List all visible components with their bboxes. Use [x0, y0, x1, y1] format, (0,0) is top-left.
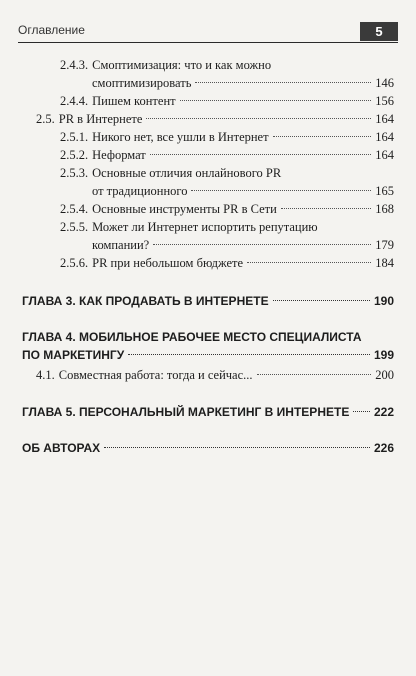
toc-chapter-5[interactable] [22, 403, 394, 421]
header-title: Оглавление [18, 23, 85, 37]
toc-entry-2-5-5[interactable] [60, 218, 394, 254]
toc-entry-title: Никого нет, все ушли в Интернет [92, 130, 269, 144]
toc-chapter-4[interactable] [22, 328, 394, 364]
toc-entry-page: 168 [375, 202, 394, 216]
toc-entry-2-5-1[interactable] [60, 128, 394, 146]
toc-entry-number: 2.5. [36, 112, 55, 126]
page-number-badge: 5 [360, 22, 398, 41]
toc-entry-title: Основные инструменты PR в Сети [92, 202, 277, 216]
toc-entry-number: 2.5.5. [60, 220, 89, 234]
toc-entry-title: PR при небольшом бюджете [92, 256, 244, 270]
toc-entry-page: 146 [375, 76, 394, 90]
chapter-title: ГЛАВА 5. ПЕРСОНАЛЬНЫЙ МАРКЕТИНГ В ИНТЕРНЕТЕ [22, 405, 350, 419]
chapter-page: 199 [373, 348, 394, 362]
dot-leader [257, 374, 372, 375]
dot-leader [180, 100, 372, 101]
chapter-page: 226 [373, 441, 394, 455]
toc-entry-title: PR в Интернете [58, 112, 143, 126]
dot-leader [153, 244, 371, 245]
toc-entry-2-4-4[interactable] [60, 92, 394, 110]
dot-leader [281, 208, 371, 209]
toc-entry-2-5-3[interactable] [60, 164, 394, 200]
dot-leader [150, 154, 371, 155]
toc-entry-number: 2.4.4. [60, 94, 89, 108]
toc-entry-title: Пишем контент [92, 94, 176, 108]
toc-entry-page: 179 [375, 238, 394, 252]
toc-entry-2-5-6[interactable] [60, 254, 394, 272]
running-header [18, 22, 398, 43]
toc-entry-title-continued: смоптимизировать [92, 76, 192, 90]
chapter-title: ГЛАВА 3. КАК ПРОДАВАТЬ В ИНТЕРНЕТЕ [22, 294, 269, 308]
toc-entry-number: 2.5.4. [60, 202, 89, 216]
dot-leader [146, 118, 371, 119]
toc-entry-title: Основные отличия онлайнового PR [92, 166, 282, 180]
chapter-title: ОБ АВТОРАХ [22, 441, 101, 455]
toc-entry-number: 2.5.2. [60, 148, 89, 162]
toc-entry-title: Может ли Интернет испортить репутацию [92, 220, 318, 234]
toc-entry-title: Смоптимизация: что и как можно [92, 58, 272, 72]
toc-entry-number: 2.5.6. [60, 256, 89, 270]
chapter-title-continued: ПО МАРКЕТИНГУ [22, 348, 125, 362]
toc-entry-number: 4.1. [36, 368, 55, 382]
chapter-page: 222 [373, 405, 394, 419]
toc-entry-title: Совместная работа: тогда и сейчас... [58, 368, 253, 382]
dot-leader [191, 190, 371, 191]
chapter-page: 190 [373, 294, 394, 308]
toc-entry-title: Неформат [92, 148, 146, 162]
toc-entry-number: 2.4.3. [60, 58, 89, 72]
toc-entry-2-5-4[interactable] [60, 200, 394, 218]
dot-leader [353, 411, 370, 412]
toc-entry-page: 165 [375, 184, 394, 198]
toc-entry-2-5-2[interactable] [60, 146, 394, 164]
toc-entry-page: 164 [375, 148, 394, 162]
toc-entry-number: 2.5.3. [60, 166, 89, 180]
dot-leader [273, 300, 370, 301]
dot-leader [104, 447, 370, 448]
chapter-title: ГЛАВА 4. МОБИЛЬНОЕ РАБОЧЕЕ МЕСТО СПЕЦИАЛИСТА [22, 330, 362, 344]
toc-entry-title-continued: компании? [92, 238, 150, 252]
dot-leader [128, 354, 370, 355]
toc-chapter-3[interactable] [22, 292, 394, 310]
toc-entry-2-4-3[interactable] [60, 56, 394, 92]
toc-entry-title-continued: от традиционного [92, 184, 188, 198]
dot-leader [273, 136, 372, 137]
toc-entry-2-5[interactable] [36, 110, 394, 128]
toc-entry-page: 164 [375, 130, 394, 144]
dot-leader [195, 82, 371, 83]
toc-entry-number: 2.5.1. [60, 130, 89, 144]
toc-entry-page: 200 [375, 368, 394, 382]
toc-entry-4-1[interactable] [36, 366, 394, 384]
toc-about-authors[interactable] [22, 439, 394, 457]
toc-entry-page: 164 [375, 112, 394, 126]
toc-entry-page: 184 [375, 256, 394, 270]
toc-entry-page: 156 [375, 94, 394, 108]
dot-leader [247, 262, 371, 263]
